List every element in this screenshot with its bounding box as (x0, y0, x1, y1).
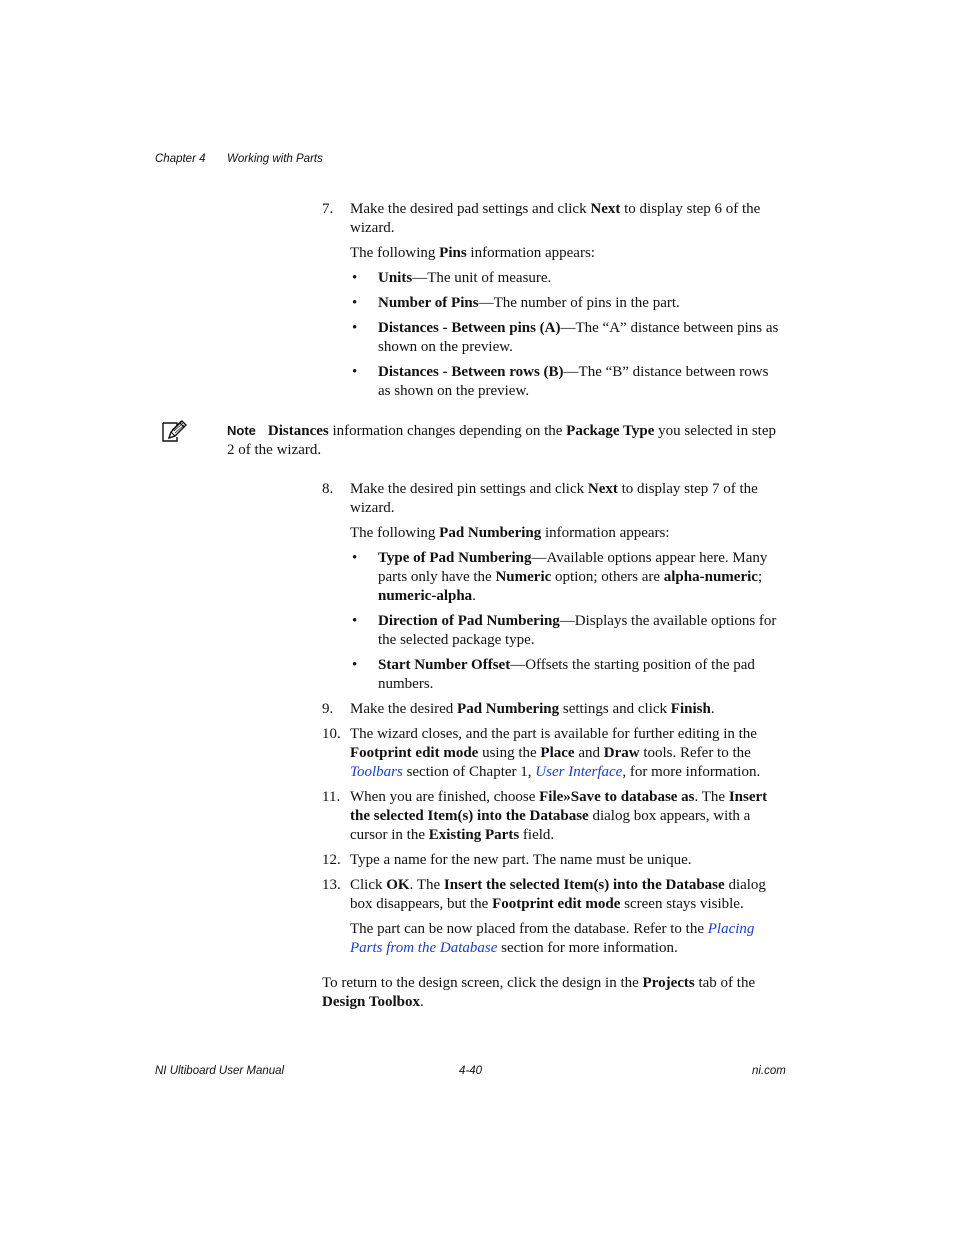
step-number: 12. (322, 852, 341, 868)
note-pencil-icon (160, 419, 188, 445)
bullet-item: • Type of Pad Numbering—Available options appear here. Many parts only have the Numeric option; others are alpha-numeric; numeric-alpha. (352, 550, 768, 604)
step-8: 8. Make the desired pin settings and click Next to display step 7 of the wizard. (322, 481, 758, 516)
step-number: 8. (322, 481, 334, 497)
placing-parts-link[interactable]: Placing Parts from the Database (350, 921, 755, 956)
header-title: Working with Parts (227, 153, 323, 165)
steps-8-13-block (322, 480, 784, 1012)
step-number: 13. (322, 877, 341, 893)
step-7: 7. Make the desired pad settings and click Next to display step 6 of the wizard. (322, 201, 761, 236)
bullet-item: • Units—The unit of measure. (352, 270, 552, 286)
step-number: 9. (322, 701, 334, 717)
step-13: 13. Click OK. The Insert the selected Item(s) into the Database dialog box disappears, but the Footprint edit mode screen stays visible. (322, 877, 766, 912)
step-7-block (322, 200, 784, 401)
running-header (155, 150, 323, 169)
step-13-followup: The part can be now placed from the database. Refer to the Placing Parts from the Database section for more information. (350, 921, 755, 956)
note-label: Note (227, 423, 256, 438)
closing-paragraph: To return to the design screen, click the design in the Projects tab of the Design Toolbox. (322, 975, 756, 1010)
step-number: 7. (322, 201, 334, 217)
step-10: 10. The wizard closes, and the part is available for further editing in the Footprint edit mode using the Place and Draw tools. Refer to the Toolbars section of Chapter 1, User Interface, for more information. (322, 726, 761, 780)
step-12: 12. Type a name for the new part. The name must be unique. (322, 852, 692, 868)
bullet-item: • Direction of Pad Numbering—Displays the available options for the selected package type. (352, 613, 777, 648)
step-9: 9. Make the desired Pad Numbering settings and click Finish. (322, 701, 715, 717)
bullet-item: • Distances - Between rows (B)—The “B” distance between rows as shown on the preview. (352, 364, 769, 399)
user-interface-link[interactable]: User Interface (535, 764, 623, 780)
note-box: Note Distances information changes depending on the Package Type you selected in step 2 of the wizard. (227, 423, 776, 458)
bullet-item: • Distances - Between pins (A)—The “A” distance between pins as shown on the preview. (352, 320, 779, 355)
step-number: 11. (322, 789, 341, 805)
step-7-intro: The following Pins information appears: (350, 245, 595, 261)
footer-website: ni.com (752, 1065, 786, 1077)
step-11: 11. When you are finished, choose File»Save to database as. The Insert the selected Item(s) into the Database dialog box appears, with a cursor in the Existing Parts field. (322, 789, 768, 843)
footer-manual-title: NI Ultiboard User Manual (155, 1065, 285, 1077)
bullet-item: • Number of Pins—The number of pins in the part. (352, 295, 680, 311)
header-chapter: Chapter 4 (155, 153, 206, 165)
bullet-item: • Start Number Offset—Offsets the starting position of the pad numbers. (352, 657, 755, 692)
step-number: 10. (322, 726, 341, 742)
footer-page-number: 4-40 (459, 1065, 483, 1077)
toolbars-link[interactable]: Toolbars (350, 764, 403, 780)
step-8-intro: The following Pad Numbering information appears: (350, 525, 670, 541)
